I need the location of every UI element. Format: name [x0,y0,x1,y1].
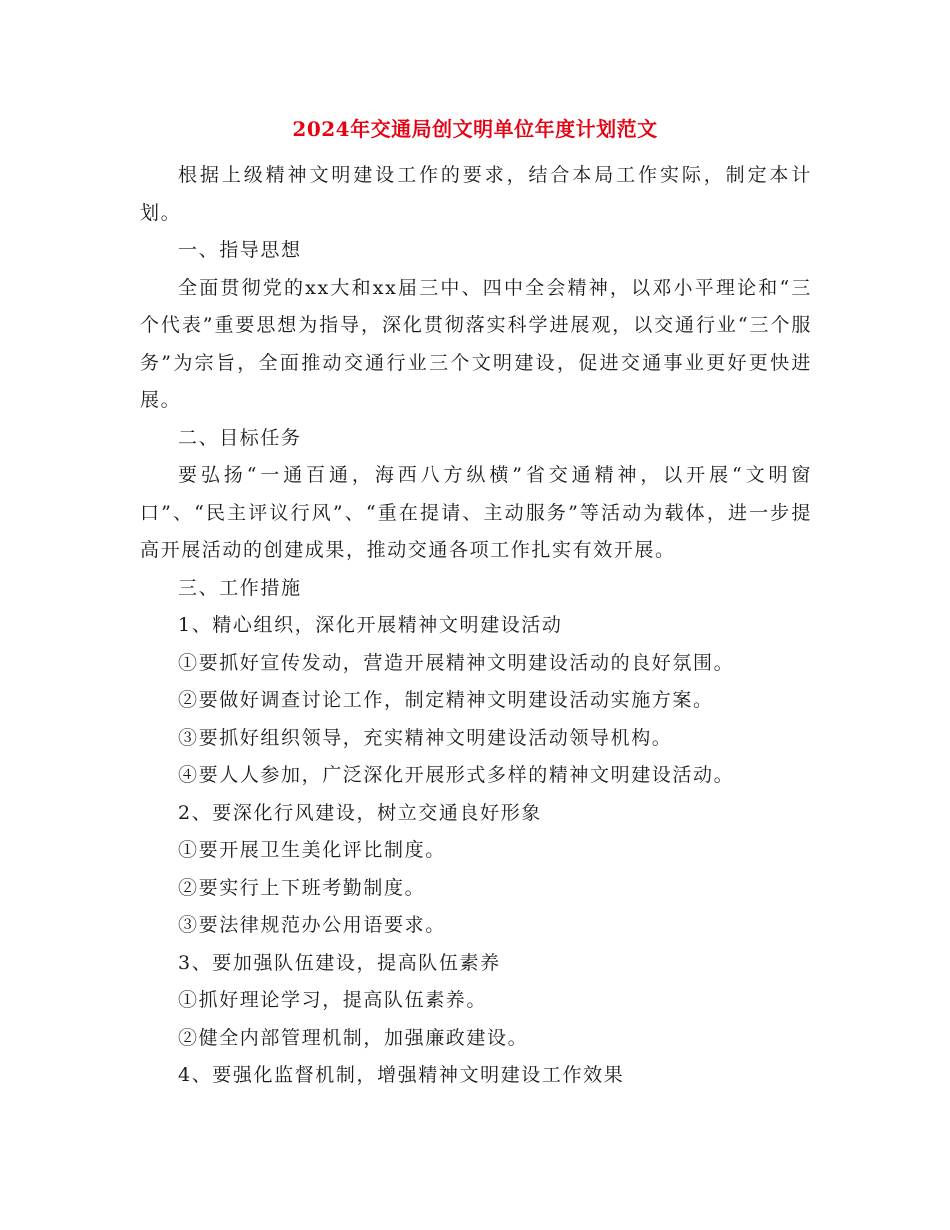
heading-measures: 三、工作措施 [178,576,302,599]
list-item: ③要抓好组织领导，充实精神文明建设活动领导机构。 [178,726,673,749]
subheading-measure-1: 1、精心组织，深化开展精神文明建设活动 [178,614,563,636]
subheading-measure-2: 2、要深化行风建设，树立交通良好形象 [178,801,542,824]
heading-goals: 二、目标任务 [178,426,302,449]
list-item: ②健全内部管理机制，加强廉政建设。 [178,1026,529,1049]
document-title: 2024年交通局创文明单位年度计划范文 [292,117,658,141]
heading-guiding-ideology: 一、指导思想 [178,239,302,261]
list-item: ①抓好理论学习，提高队伍素养。 [178,989,488,1011]
list-item: ④要人人参加，广泛深化开展形式多样的精神文明建设活动。 [178,764,735,786]
paragraph-goals: 要弘扬“一通百通，海西八方纵横”省交通精神，以开展“文明窗口”、“民主评议行风”、“重在提请、主动服务”等活动为载体，进一步提高开展活动的创建成果，推动交通各项工作扎实有效开展。 [140,464,812,561]
subheading-measure-3: 3、要加强队伍建设，提高队伍素养 [178,951,501,974]
paragraph-intro: 根据上级精神文明建设工作的要求，结合本局工作实际，制定本计划。 [140,164,812,224]
list-item: ②要做好调查讨论工作，制定精神文明建设活动实施方案。 [178,689,714,711]
list-item: ②要实行上下班考勤制度。 [178,876,426,899]
list-item: ①要开展卫生美化评比制度。 [178,839,446,861]
list-item: ①要抓好宣传发动，营造开展精神文明建设活动的良好氛围。 [178,651,735,674]
list-item: ③要法律规范办公用语要求。 [178,914,446,936]
document-body [140,157,812,1095]
subheading-measure-4: 4、要强化监督机制，增强精神文明建设工作效果 [178,1064,625,1086]
paragraph-guiding-ideology: 全面贯彻党的xx大和xx届三中、四中全会精神，以邓小平理论和“三个代表”重要思想为指导，深化贯彻落实科学进展观，以交通行业“三个服务”为宗旨，全面推动交通行业三个文明建设，促进交通事业更好更快进展。 [140,276,812,411]
